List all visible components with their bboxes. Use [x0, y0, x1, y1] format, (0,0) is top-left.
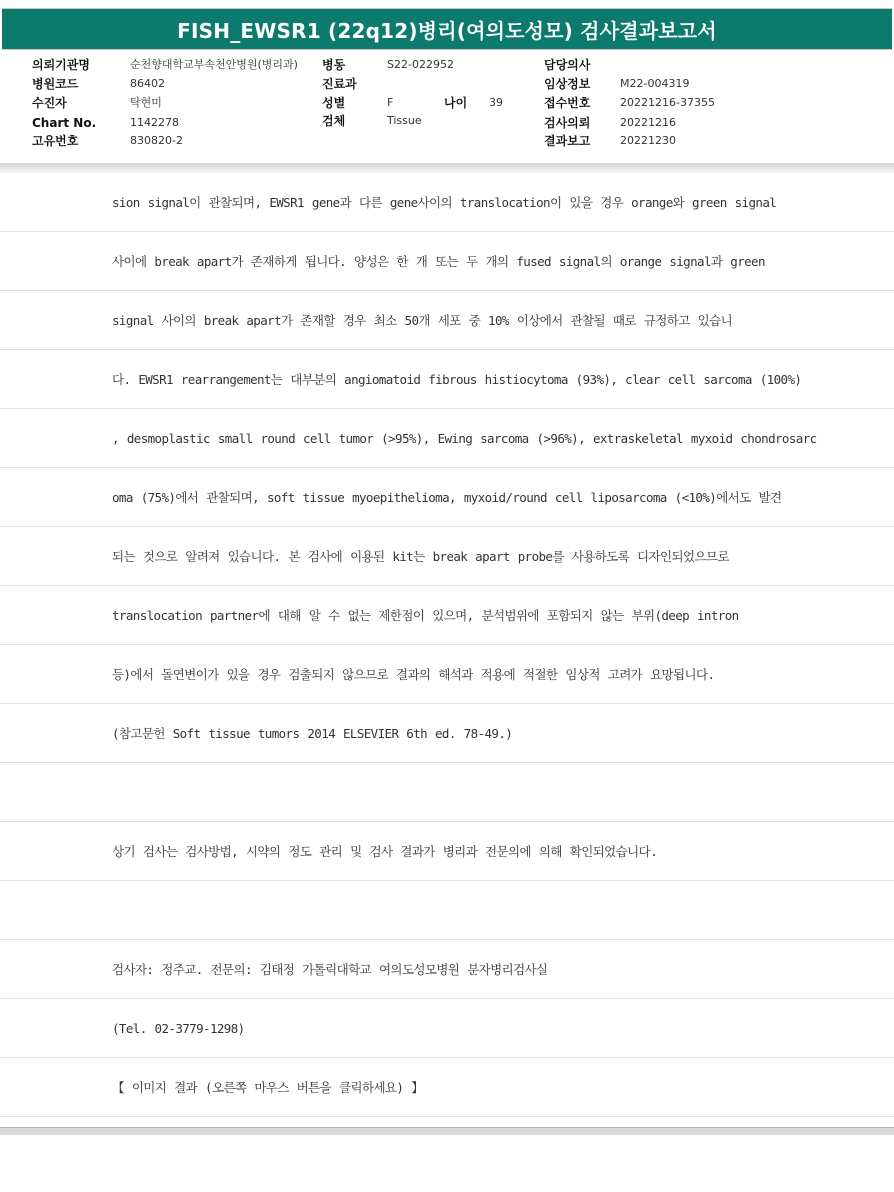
report-line — [0, 232, 894, 291]
clinical-info-label: 임상정보 — [544, 77, 591, 91]
report-line-text: (Tel. 02-3779-1298) — [112, 1020, 245, 1036]
chart-no-value: 1142278 — [130, 116, 179, 129]
report-line — [0, 704, 894, 763]
report-line — [0, 409, 894, 468]
report-line — [0, 350, 894, 409]
age-value: 39 — [489, 96, 503, 109]
header-separator — [0, 163, 894, 173]
report-line-text: 다. EWSR1 rearrangement는 대부분의 angiomatoid fibrous histiocytoma (93%), clear cell sarcoma (100%) — [112, 372, 802, 387]
hospital-code-label: 병원코드 — [32, 77, 79, 91]
report-line-text: signal 사이의 break apart가 존재할 경우 최소 50개 세포 중 10% 이상에서 관찰될 때로 규정하고 있습니 — [112, 313, 733, 328]
report-line — [0, 940, 894, 999]
department-label: 진료과 — [322, 77, 357, 91]
attending-doctor-label: 담당의사 — [544, 58, 591, 72]
report-line — [0, 468, 894, 527]
report-line-text: 상기 검사는 검사방법, 시약의 정도 관리 및 검사 결과가 병리과 전문의에 의해 확인되었습니다. — [112, 844, 658, 859]
report-line — [0, 1058, 894, 1117]
report-line-text: oma (75%)에서 관찰되며, soft tissue myoepithelioma, myxoid/round cell liposarcoma (<10%)에서도 발견 — [112, 490, 782, 505]
report-line — [0, 586, 894, 645]
requesting-institution-value: 순천향대학교부속천안병원(병리과) — [130, 58, 298, 71]
patient-name-label: 수진자 — [32, 96, 67, 110]
report-line — [0, 291, 894, 350]
patient-name-value: 탁현미 — [130, 96, 162, 109]
requesting-institution-label: 의뢰기관명 — [32, 58, 90, 72]
report-date-value: 20221230 — [620, 134, 676, 147]
report-line-text: translocation partner에 대해 알 수 없는 제한점이 있으며, 분석범위에 포함되지 않는 부위(deep intron — [112, 608, 739, 623]
report-line-text: , desmoplastic small round cell tumor (>95%), Ewing sarcoma (>96%), extraskeletal myxoid chondrosarc — [112, 430, 817, 446]
report-line — [0, 881, 894, 940]
receipt-no-value: 20221216-37355 — [620, 96, 715, 109]
clinical-info-value: M22-004319 — [620, 77, 690, 90]
report-body — [0, 173, 894, 1117]
report-line-text: 사이에 break apart가 존재하게 됩니다. 양성은 한 개 또는 두 개의 fused signal의 orange signal과 green — [112, 254, 765, 269]
report-line — [0, 645, 894, 704]
report-line-text: (참고문헌 Soft tissue tumors 2014 ELSEVIER 6th ed. 78-49.) — [112, 726, 513, 741]
request-date-label: 검사의뢰 — [544, 116, 591, 130]
report-line-text: 검사자: 정주교. 전문의: 김태정 가톨릭대학교 여의도성모병원 분자병리검사실 — [112, 962, 548, 977]
report-line — [0, 822, 894, 881]
request-date-value: 20221216 — [620, 116, 676, 129]
specimen-value: Tissue — [387, 114, 422, 127]
specimen-label: 검체 — [322, 114, 346, 128]
age-label: 나이 — [444, 96, 468, 110]
report-title-bar — [2, 8, 892, 50]
report-title: FISH_EWSR1 (22q12)병리(여의도성모) 검사결과보고서 — [177, 18, 717, 43]
unique-no-value: 830820-2 — [130, 134, 183, 147]
chart-no-label: Chart No. — [32, 116, 97, 130]
report-date-label: 결과보고 — [544, 134, 591, 148]
horizontal-scrollbar[interactable] — [0, 1127, 894, 1135]
ward-label: 병동 — [322, 58, 346, 72]
report-line — [0, 763, 894, 822]
report-line — [0, 173, 894, 232]
report-line — [0, 527, 894, 586]
sex-label: 성별 — [322, 96, 346, 110]
report-line-text: sion signal이 관찰되며, EWSR1 gene과 다른 gene사이의 translocation이 있을 경우 orange와 green signal — [112, 195, 777, 210]
report-line-text: 되는 것으로 알려져 있습니다. 본 검사에 이용된 kit는 break apart probe를 사용하도록 디자인되었으므로 — [112, 549, 729, 564]
report-line-text: 【 이미지 결과 (오른쪽 마우스 버튼을 클릭하세요) 】 — [112, 1080, 424, 1095]
report-line-text: 등)에서 돌연변이가 있을 경우 검출되지 않으므로 결과의 해석과 적용에 적절한 임상적 고려가 요망됩니다. — [112, 667, 715, 682]
hospital-code-value: 86402 — [130, 77, 165, 90]
patient-info-panel — [0, 50, 894, 162]
receipt-no-label: 접수번호 — [544, 96, 591, 110]
unique-no-label: 고유번호 — [32, 134, 79, 148]
sex-value: F — [387, 96, 394, 109]
ward-value: S22-022952 — [387, 58, 454, 71]
report-line — [0, 999, 894, 1058]
